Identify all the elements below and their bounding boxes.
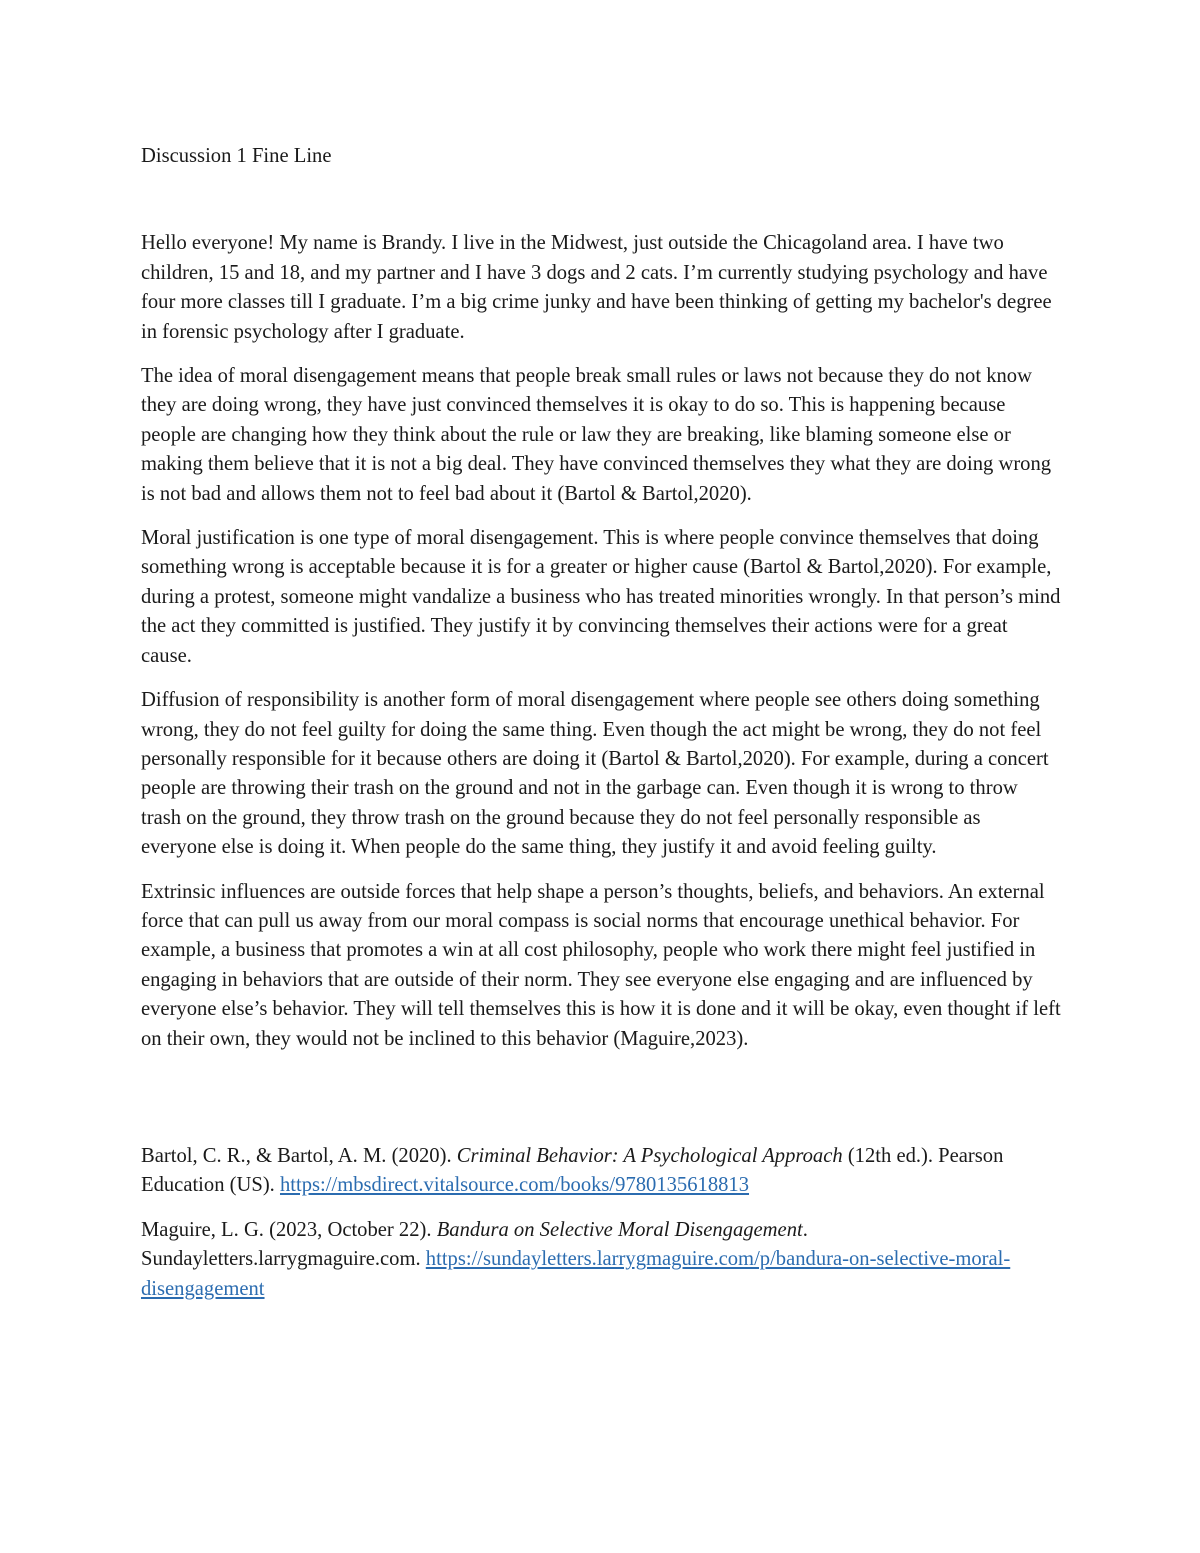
paragraph-moral-justification: Moral justification is one type of moral disengagement. This is where people convince themselves that doing something wrong is acceptable because it is for a greater or higher cause (Bartol & Bartol,2020). For example, during a protest, someone might vandalize a business who has treated minorities wrongly. In that person’s mind the act they committed is justified. They justify it by convincing themselves their actions were for a great cause. bbox=[141, 527, 1061, 667]
reference-bartol-title: Criminal Behavior: A Psychological Approach bbox=[456, 1144, 843, 1167]
reference-maguire-title: Bandura on Selective Moral Disengagement bbox=[436, 1218, 803, 1241]
reference-maguire-prefix: Maguire, L. G. (2023, October 22). bbox=[141, 1218, 437, 1241]
reference-maguire-link[interactable]: https://sundayletters.larrygmaguire.com/p/bandura-on-selective-moral-disengagement bbox=[141, 1248, 1011, 1300]
paragraph-diffusion-of-responsibility: Diffusion of responsibility is another form of moral disengagement where people see others doing something wrong, they do not feel guilty for doing the same thing. Even though the act might be wrong, they do not feel personally responsible for it because others are doing it (Bartol & Bartol,2020). For example, during a concert people are throwing their trash on the ground and not in the garbage can. Even though it is wrong to throw trash on the ground, they throw trash on the ground because they do not feel personally responsible as everyone else is doing it. When people do the same thing, they justify it and avoid feeling guilty. bbox=[141, 689, 1049, 859]
document-content bbox=[141, 142, 1061, 1319]
paragraph-extrinsic-influences: Extrinsic influences are outside forces that help shape a person’s thoughts, beliefs, and behaviors. An external force that can pull us away from our moral compass is social norms that encourage unethical behavior. For example, a business that promotes a win at all cost philosophy, people who work there might feel justified in engaging in behaviors that are outside of their norm. They see everyone else engaging and are influenced by everyone else’s behavior. They will tell themselves this is how it is done and it will be okay, even thought if left on their own, they would not be inclined to this behavior (Maguire,2023). bbox=[141, 880, 1061, 1050]
document-title: Discussion 1 Fine Line bbox=[141, 145, 332, 167]
paragraph-introduction: Hello everyone! My name is Brandy. I live in the Midwest, just outside the Chicagoland area. I have two children, 15 and 18, and my partner and I have 3 dogs and 2 cats. I’m currently studying psychology and have four more classes till I graduate. I’m a big crime junky and have been thinking of getting my bachelor's degree in forensic psychology after I graduate. bbox=[141, 232, 1052, 343]
reference-maguire-suffix: . Sundayletters.larrygmaguire.com. bbox=[141, 1218, 808, 1271]
references-list bbox=[141, 1142, 1061, 1304]
reference-bartol-suffix: (12th ed.). Pearson Education (US). bbox=[141, 1144, 1004, 1197]
discussion-body bbox=[141, 229, 1061, 1054]
reference-maguire bbox=[141, 1216, 1061, 1304]
paragraph-moral-disengagement: The idea of moral disengagement means that people break small rules or laws not because they do not know they are doing wrong, they have just convinced themselves it is okay to do so. This is happening because people are changing how they think about the rule or law they are breaking, like blaming someone else or making them believe that it is not a big deal. They have convinced themselves they what they are doing wrong is not bad and allows them not to feel bad about it (Bartol & Bartol,2020). bbox=[141, 365, 1052, 505]
reference-bartol bbox=[141, 1142, 1061, 1201]
reference-bartol-prefix: Bartol, C. R., & Bartol, A. M. (2020). bbox=[141, 1144, 457, 1167]
reference-bartol-link[interactable]: https://mbsdirect.vitalsource.com/books/9780135618813 bbox=[279, 1174, 750, 1197]
